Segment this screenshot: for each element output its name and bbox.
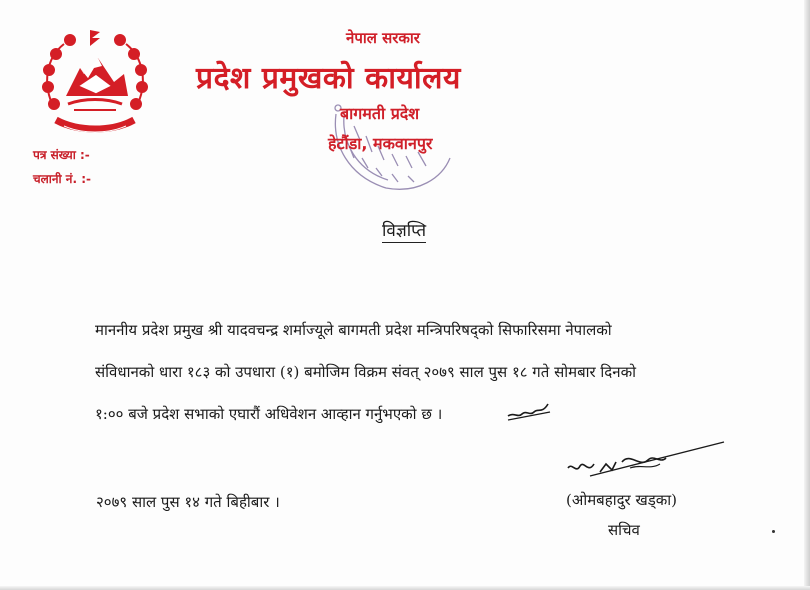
province-name: बागमती प्रदेश — [340, 104, 420, 123]
scan-speck — [772, 530, 775, 533]
notice-title: विज्ञप्ति — [382, 218, 426, 243]
scan-edge-bottom — [0, 586, 810, 590]
office-title: प्रदेश प्रमुखको कार्यालय — [196, 61, 461, 96]
office-address: हेटौंडा, मकवानपुर — [328, 134, 433, 153]
issue-date: २०७९ साल पुस १४ गते बिहीबार । — [96, 493, 280, 511]
notice-body-line: १:०० बजे प्रदेश सभाको एघारौं अधिवेशन आव्हान गर्नुभएको छ । — [95, 405, 443, 423]
government-name: नेपाल सरकार — [346, 29, 420, 47]
notice-body-line: संविधानको धारा १८३ को उपधारा (१) बमोजिम विक्रम संवत्‌ २०७९ साल पुस १८ गते सोमबार दिनको — [95, 363, 636, 381]
signature-icon — [560, 434, 730, 490]
letter-number-label: पत्र संख्या :- — [33, 148, 90, 162]
handwritten-mark-icon — [504, 398, 554, 424]
dispatch-number-label: चलानी नं. :- — [33, 172, 91, 186]
signatory-title: सचिव — [608, 521, 640, 539]
signatory-name: (ओमबहादुर खड्का) — [566, 491, 678, 509]
scan-edge-right — [804, 0, 810, 590]
notice-body-line: माननीय प्रदेश प्रमुख श्री यादवचन्द्र शर्माज्यूले बागमती प्रदेश मन्त्रिपरिषद्‌को सिफारिसमा नेपालको — [95, 321, 612, 339]
nepal-government-emblem-icon — [34, 24, 156, 142]
